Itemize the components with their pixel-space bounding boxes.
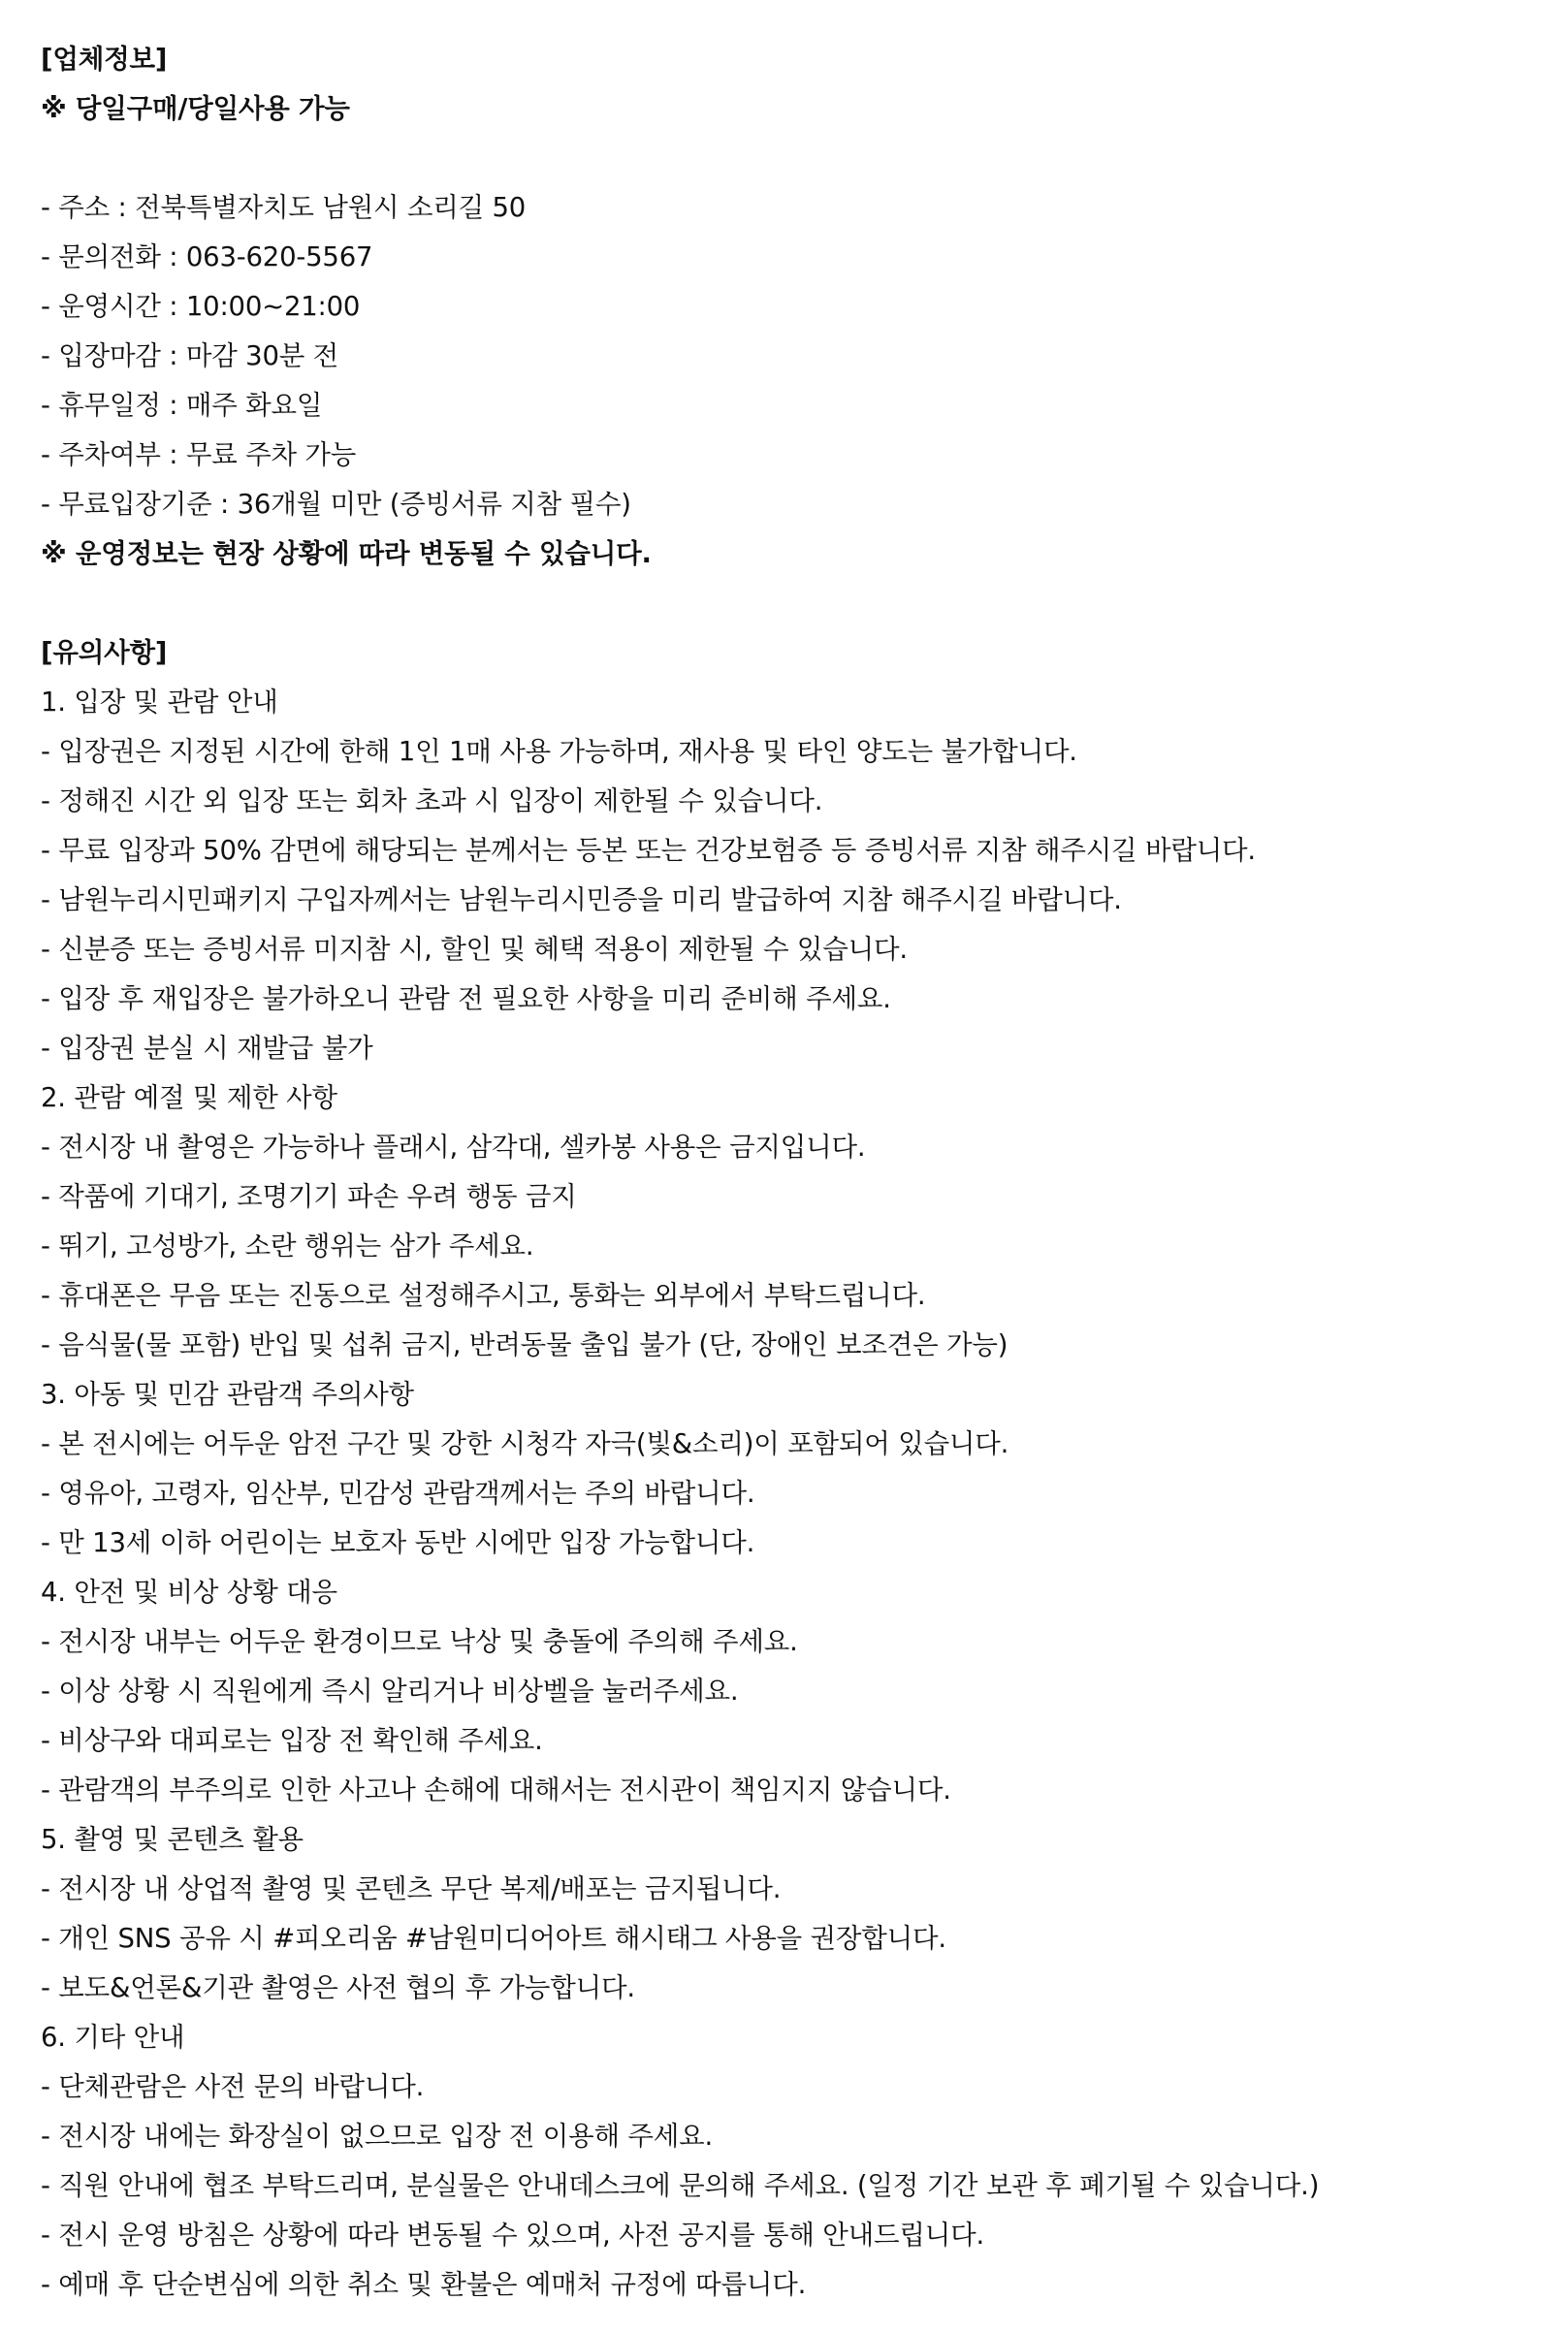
list-item: - 전시장 내부는 어두운 환경이므로 낙상 및 충돌에 주의해 주세요. — [41, 1626, 798, 1657]
spacer — [41, 579, 1568, 628]
same-day-notice: ※ 당일구매/당일사용 가능 — [41, 93, 350, 124]
spacer — [41, 134, 1568, 183]
list-item: - 전시 운영 방침은 상황에 따라 변동될 수 있으며, 사전 공지를 통해 안내드립니다. — [41, 2220, 984, 2251]
list-item: - 전시장 내에는 화장실이 없으므로 입장 전 이용해 주세요. — [41, 2121, 713, 2152]
list-item: - 신분증 또는 증빙서류 미지참 시, 할인 및 혜택 적용이 제한될 수 있습니다. — [41, 934, 908, 965]
caution-section-1 — [41, 678, 1568, 1073]
info-address: - 주소 : 전북특별자치도 남원시 소리길 50 — [41, 192, 527, 223]
list-item: - 단체관람은 사전 문의 바랍니다. — [41, 2071, 425, 2102]
info-hours: - 운영시간 : 10:00~21:00 — [41, 291, 361, 322]
list-item: - 직원 안내에 협조 부탁드리며, 분실물은 안내데스크에 문의해 주세요. (일정 기간 보관 후 폐기될 수 있습니다.) — [41, 2170, 1320, 2201]
list-item: - 관람객의 부주의로 인한 사고나 손해에 대해서는 전시관이 책임지지 않습니다. — [41, 1774, 951, 1806]
list-item: - 비상구와 대피로는 입장 전 확인해 주세요. — [41, 1725, 543, 1756]
list-item: - 예매 후 단순변심에 의한 취소 및 환불은 예매처 규정에 따릅니다. — [41, 2269, 807, 2300]
section-title: 3. 아동 및 민감 관람객 주의사항 — [41, 1379, 414, 1410]
list-item: - 입장권 분실 시 재발급 불가 — [41, 1033, 373, 1064]
list-item: - 뛰기, 고성방가, 소란 행위는 삼가 주세요. — [41, 1230, 534, 1262]
info-free-entry: - 무료입장기준 : 36개월 미만 (증빙서류 지참 필수) — [41, 489, 631, 520]
section-title: 6. 기타 안내 — [41, 2022, 185, 2053]
caution-section-4 — [41, 1568, 1568, 1815]
list-item: - 개인 SNS 공유 시 #피오리움 #남원미디어아트 해시태그 사용을 권장합니다. — [41, 1923, 946, 1954]
caution-section-5 — [41, 1815, 1568, 2013]
list-item: - 이상 상황 시 직원에게 즉시 알리거나 비상벨을 눌러주세요. — [41, 1676, 739, 1707]
info-phone: - 문의전화 : 063-620-5567 — [41, 241, 373, 272]
info-closed-days: - 휴무일정 : 매주 화요일 — [41, 390, 323, 421]
list-item: - 음식물(물 포함) 반입 및 섭취 금지, 반려동물 출입 불가 (단, 장애인 보조견은 가능) — [41, 1329, 1008, 1360]
list-item: - 정해진 시간 외 입장 또는 회차 초과 시 입장이 제한될 수 있습니다. — [41, 785, 823, 816]
list-item: - 만 13세 이하 어린이는 보호자 동반 시에만 입장 가능합니다. — [41, 1527, 755, 1558]
section-title: 1. 입장 및 관람 안내 — [41, 687, 278, 718]
info-last-entry: - 입장마감 : 마감 30분 전 — [41, 340, 339, 371]
cautions-heading: [유의사항] — [41, 637, 168, 668]
info-parking: - 주차여부 : 무료 주차 가능 — [41, 439, 357, 470]
list-item: - 영유아, 고령자, 임산부, 민감성 관람객께서는 주의 바랍니다. — [41, 1478, 755, 1509]
company-info-heading: [업체정보] — [41, 44, 168, 75]
company-info-list — [41, 183, 1568, 529]
list-item: - 남원누리시민패키지 구입자께서는 남원누리시민증을 미리 발급하여 지참 해주시길 바랍니다. — [41, 884, 1122, 915]
list-item: - 보도&언론&기관 촬영은 사전 협의 후 가능합니다. — [41, 1972, 635, 2003]
section-title: 2. 관람 예절 및 제한 사항 — [41, 1082, 337, 1113]
list-item: - 휴대폰은 무음 또는 진동으로 설정해주시고, 통화는 외부에서 부탁드립니다. — [41, 1280, 926, 1311]
list-item: - 전시장 내 상업적 촬영 및 콘텐츠 무단 복제/배포는 금지됩니다. — [41, 1873, 782, 1904]
caution-section-6 — [41, 2013, 1568, 2310]
section-title: 4. 안전 및 비상 상황 대응 — [41, 1577, 337, 1608]
caution-section-2 — [41, 1073, 1568, 1370]
operation-change-notice: ※ 운영정보는 현장 상황에 따라 변동될 수 있습니다. — [41, 538, 652, 569]
list-item: - 입장 후 재입장은 불가하오니 관람 전 필요한 사항을 미리 준비해 주세요. — [41, 983, 891, 1014]
list-item: - 전시장 내 촬영은 가능하나 플래시, 삼각대, 셀카봉 사용은 금지입니다. — [41, 1132, 866, 1163]
list-item: - 입장권은 지정된 시간에 한해 1인 1매 사용 가능하며, 재사용 및 타인 양도는 불가합니다. — [41, 736, 1077, 767]
list-item: - 작품에 기대기, 조명기기 파손 우려 행동 금지 — [41, 1181, 577, 1212]
caution-section-3 — [41, 1370, 1568, 1568]
list-item: - 본 전시에는 어두운 암전 구간 및 강한 시청각 자극(빛&소리)이 포함되어 있습니다. — [41, 1428, 1009, 1459]
list-item: - 무료 입장과 50% 감면에 해당되는 분께서는 등본 또는 건강보험증 등 증빙서류 지참 해주시길 바랍니다. — [41, 835, 1256, 866]
section-title: 5. 촬영 및 콘텐츠 활용 — [41, 1824, 304, 1855]
